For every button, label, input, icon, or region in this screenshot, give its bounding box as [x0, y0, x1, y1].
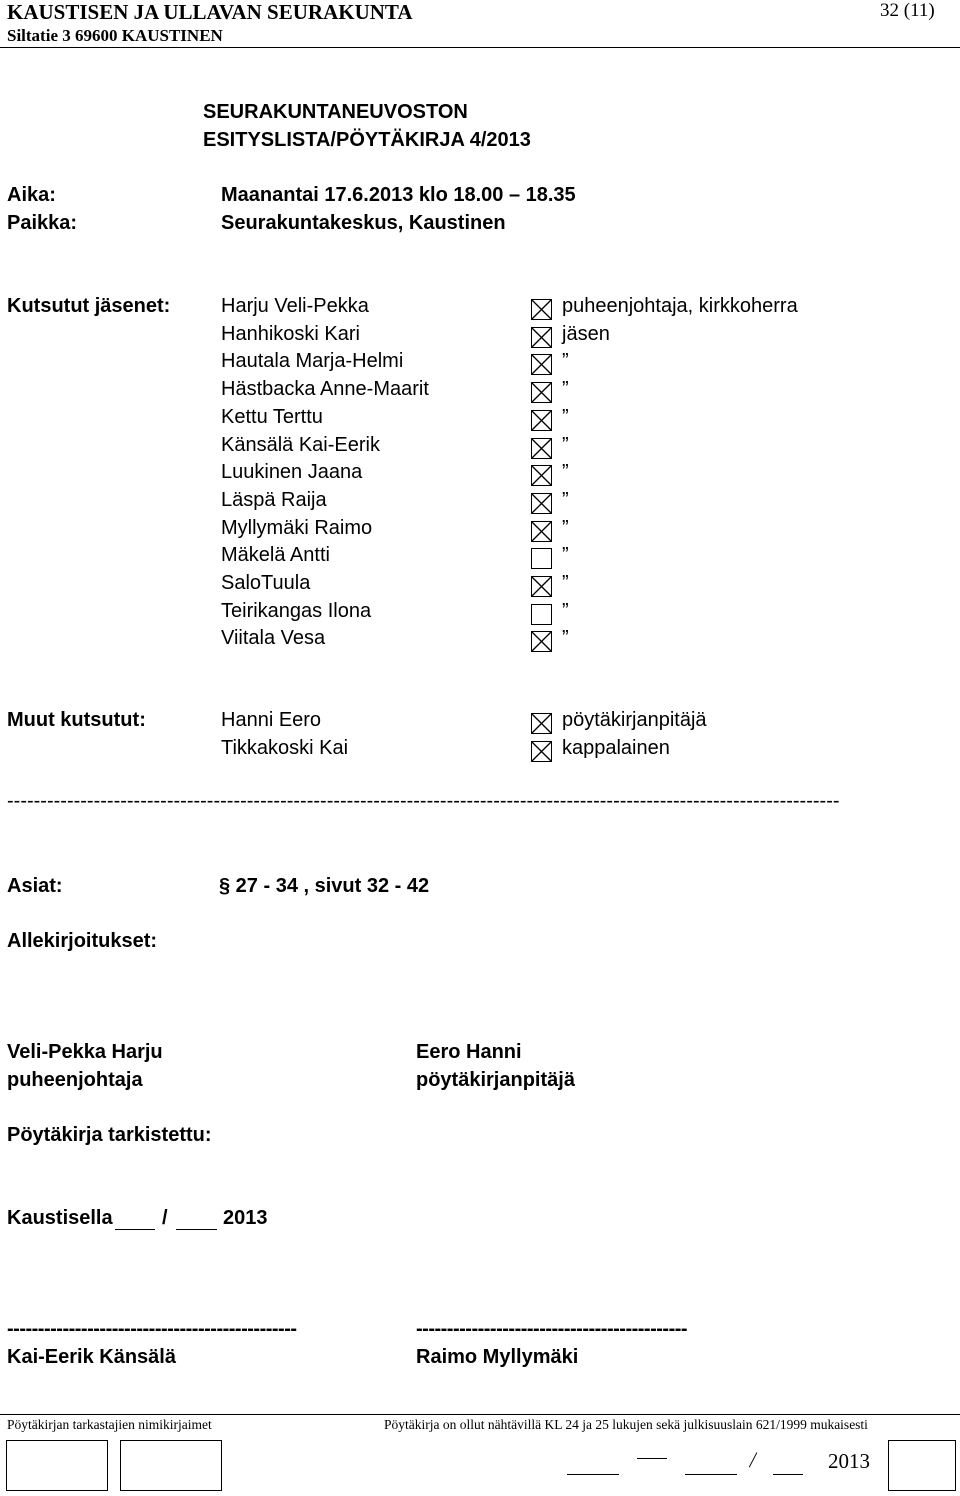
review-month-blank	[176, 1229, 217, 1230]
member-name: Viitala Vesa	[221, 627, 326, 650]
member-name: Hästbacka Anne-Maarit	[221, 378, 429, 401]
member-role: kappalainen	[562, 736, 670, 759]
member-role: pöytäkirjanpitäjä	[562, 709, 707, 731]
review-day-blank	[115, 1229, 155, 1230]
footer-date-blank-1	[567, 1474, 619, 1475]
chair-name: Veli-Pekka Harju	[7, 1041, 163, 1063]
initials-box-1[interactable]	[6, 1440, 108, 1491]
member-role: jäsen	[562, 322, 610, 345]
footer-rule	[0, 1414, 960, 1415]
secretary-name: Eero Hanni	[416, 1041, 522, 1063]
member-name: Harju Veli-Pekka	[221, 295, 369, 317]
checked-checkbox[interactable]	[531, 493, 552, 514]
reviewer1-signature-line: -----------------------------------------------	[7, 1318, 297, 1340]
member-name: Känsälä Kai-Eerik	[221, 433, 380, 456]
member-name: Mäkelä Antti	[221, 544, 330, 567]
place-label: Paikka:	[7, 212, 78, 234]
review-year: 2013	[223, 1207, 268, 1229]
reviewer1-name: Kai-Eerik Känsälä	[7, 1346, 176, 1368]
member-name: Hanni Eero	[221, 709, 322, 731]
members-label: Kutsutut jäsenet:	[7, 295, 171, 317]
place-value: Seurakuntakeskus, Kaustinen	[221, 212, 506, 234]
footer-date-blank-2	[685, 1474, 737, 1475]
checked-checkbox[interactable]	[531, 713, 552, 734]
member-role: ”	[562, 544, 569, 567]
member-name: SaloTuula	[221, 572, 311, 594]
checked-checkbox[interactable]	[531, 521, 552, 542]
initials-box-2[interactable]	[120, 1440, 222, 1491]
footer-right-label: Pöytäkirja on ollut nähtävillä KL 24 ja 25 lukujen sekä julkisuuslain 621/1999 mukaisesti	[384, 1417, 868, 1432]
member-name: Teirikangas Ilona	[221, 599, 372, 622]
member-role: ”	[562, 488, 569, 511]
member-name: Tikkakoski Kai	[221, 736, 349, 759]
signature-box[interactable]	[888, 1440, 956, 1491]
member-role: ”	[562, 433, 569, 456]
member-name: Läspä Raija	[221, 488, 327, 511]
review-place: Kaustisella	[7, 1207, 113, 1229]
separator-line: -----------------------------------------------------------------------------------------------------------------------------	[7, 790, 840, 812]
member-name: Hautala Marja-Helmi	[221, 350, 404, 373]
member-role: ”	[562, 461, 569, 484]
footer-date-blank-3	[773, 1474, 803, 1475]
member-role: ”	[562, 572, 569, 594]
secretary-role: pöytäkirjanpitäjä	[416, 1069, 575, 1091]
checked-checkbox[interactable]	[531, 576, 552, 597]
checked-checkbox[interactable]	[531, 327, 552, 348]
others-label: Muut kutsutut:	[7, 709, 146, 731]
footer-left-label: Pöytäkirjan tarkastajien nimikirjaimet	[7, 1417, 212, 1432]
checked-checkbox[interactable]	[531, 410, 552, 431]
header-rule	[0, 47, 960, 48]
member-name: Myllymäki Raimo	[221, 516, 373, 539]
checked-checkbox[interactable]	[531, 631, 552, 652]
reviewer2-signature-line: --------------------------------------------	[416, 1318, 688, 1340]
checked-checkbox[interactable]	[531, 382, 552, 403]
member-role: ”	[562, 599, 569, 622]
reviewer2-name: Raimo Myllymäki	[416, 1346, 579, 1368]
member-role: puheenjohtaja, kirkkoherra	[562, 295, 798, 317]
member-role: ”	[562, 627, 569, 650]
review-slash: /	[162, 1207, 168, 1229]
checked-checkbox[interactable]	[531, 465, 552, 486]
member-role: ”	[562, 350, 569, 373]
doc-title-line2: ESITYSLISTA/PÖYTÄKIRJA 4/2013	[203, 129, 531, 151]
checked-checkbox[interactable]	[531, 354, 552, 375]
unchecked-checkbox[interactable]	[531, 548, 552, 569]
checked-checkbox[interactable]	[531, 741, 552, 762]
items-label: Asiat:	[7, 875, 63, 897]
footer-year: 2013	[828, 1449, 870, 1473]
footer-date-mark	[637, 1458, 667, 1459]
items-value: § 27 - 34 , sivut 32 - 42	[219, 875, 430, 897]
review-label: Pöytäkirja tarkistettu:	[7, 1124, 212, 1146]
unchecked-checkbox[interactable]	[531, 604, 552, 625]
member-name: Luukinen Jaana	[221, 461, 363, 484]
member-role: ”	[562, 405, 569, 428]
org-address: Siltatie 3 69600 KAUSTINEN	[7, 26, 223, 45]
org-name: KAUSTISEN JA ULLAVAN SEURAKUNTA	[7, 0, 413, 24]
member-role: ”	[562, 516, 569, 539]
time-value: Maanantai 17.6.2013 klo 18.00 – 18.35	[221, 184, 576, 206]
checked-checkbox[interactable]	[531, 438, 552, 459]
signatures-label: Allekirjoitukset:	[7, 930, 158, 952]
page-number: 32 (11)	[880, 0, 935, 21]
checked-checkbox[interactable]	[531, 299, 552, 320]
member-role: ”	[562, 378, 569, 401]
member-name: Kettu Terttu	[221, 405, 323, 428]
time-label: Aika:	[7, 184, 56, 206]
footer-slash: /	[747, 1447, 759, 1472]
chair-role: puheenjohtaja	[7, 1069, 143, 1091]
doc-title-line1: SEURAKUNTANEUVOSTON	[203, 101, 468, 123]
member-name: Hanhikoski Kari	[221, 322, 360, 345]
